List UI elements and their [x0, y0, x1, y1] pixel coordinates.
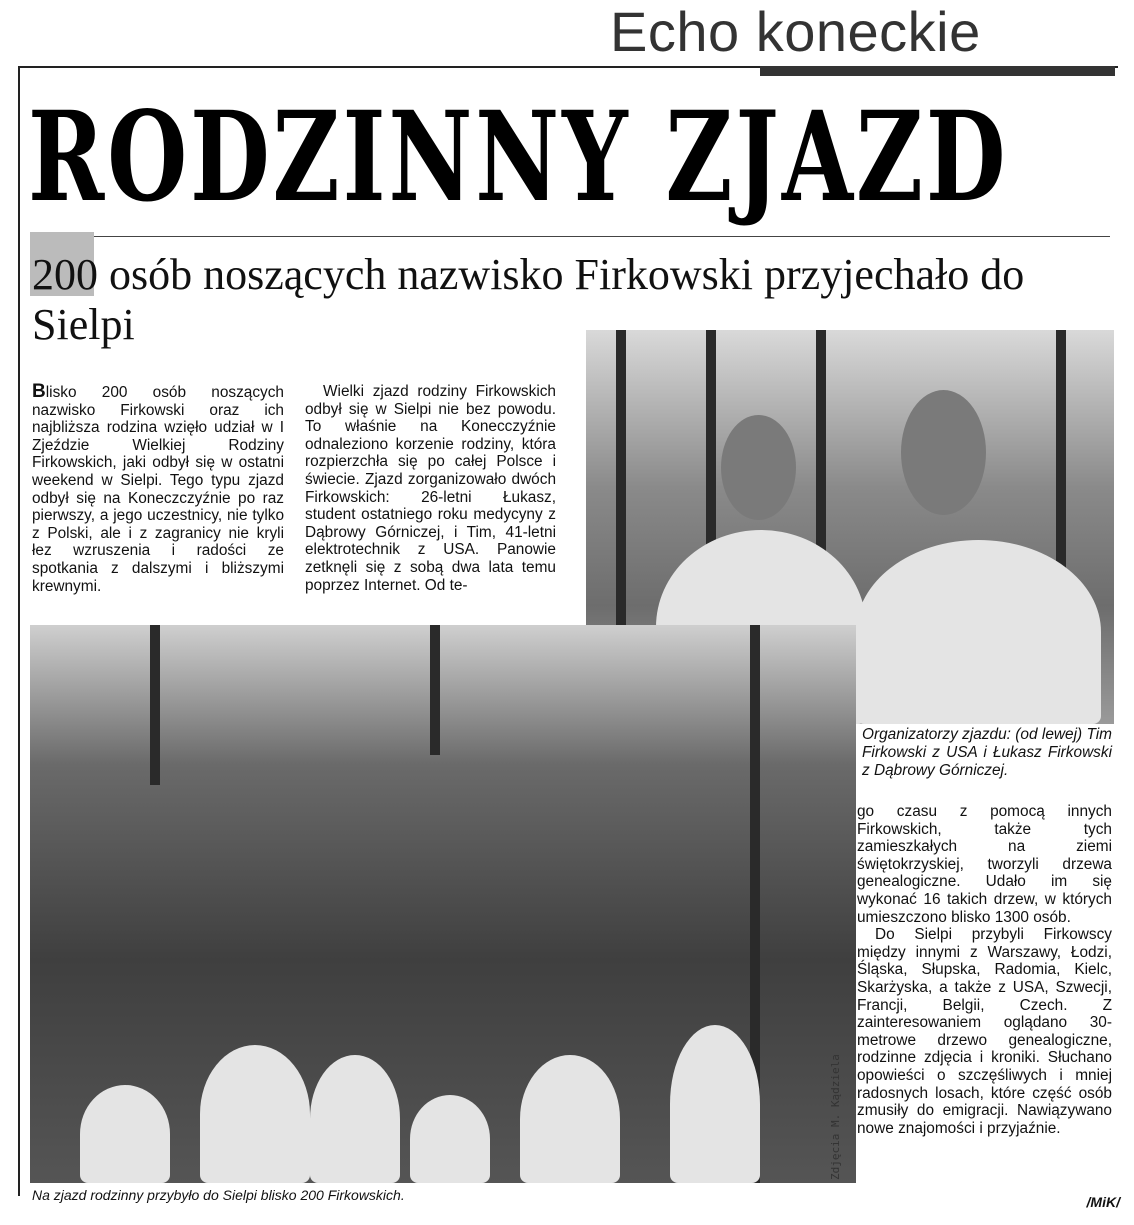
person-lukasz-head — [901, 390, 986, 515]
group-photo — [30, 625, 856, 1183]
group-person — [670, 1025, 760, 1183]
page-frame-left — [18, 66, 20, 1196]
newspaper-masthead: Echo koneckie — [610, 0, 981, 63]
group-person — [80, 1085, 170, 1183]
headline-rule — [40, 236, 1110, 237]
article-author: /MiK/ — [1086, 1194, 1120, 1210]
column-1-paragraph — [32, 383, 284, 595]
group-person — [200, 1045, 310, 1183]
masthead-rule — [760, 66, 1115, 76]
photo-tree — [150, 625, 160, 785]
group-person — [520, 1055, 620, 1183]
article-column-1 — [32, 383, 284, 613]
article-column-3 — [857, 803, 1112, 1183]
column-2-paragraph: Wielki zjazd rodziny Firkowskich odbył się w Sielpi nie bez powodu. To właśnie na Konecczyźnie odnaleziono korzenie rodziny, która rozpierzchła się po całej Polsce i świecie. Zjazd zorganizowało dwóch Firkowskich: 26-letni Łukasz, student ostatniego roku medycyny z Dąbrowy Górniczej, i Tim, 41-letni elektrotechnik z USA. Panowie zetknęli się z sobą dwa lata temu poprzez Internet. Od te- — [305, 383, 556, 594]
column-1-text: lisko 200 osób noszących nazwisko Firkowski oraz ich najbliższa rodzina wzięło udział w I Zjeździe Wielkiej Rodziny Firkowskich, jaki odbył się w ostatni weekend w Sielpi. Tego typu zjazd odbył się na Koneczczyźnie po raz pierwszy, a jego uczestnicy, nie tylko z Polski, ale i z zagranicy nie kryli łez wzruszenia i radości ze spotkania z dalszymi i bliższymi krewnymi. — [32, 384, 284, 595]
article-headline: RODZINNY ZJAZD — [28, 85, 1009, 230]
article-column-2 — [305, 383, 556, 613]
group-person — [310, 1055, 400, 1183]
article-subheadline: 200 osób noszących nazwisko Firkowski przyjechało do Sielpi — [32, 250, 1025, 349]
person-tim-head — [721, 415, 796, 520]
dropcap-letter: B — [32, 381, 46, 402]
person-lukasz — [856, 540, 1101, 724]
column-3-paragraph-2: Do Sielpi przybyli Firkowscy między innymi z Warszawy, Łodzi, Śląska, Słupska, Radomia, Kielc, Skarżyska, a także z USA, Szwecji, Francji, Belgii, Czech. Z zainteresowaniem oglądano 30-metrowe drzewo genealogiczne, rodzinne zdjęcia i kroniki. Słuchano opowieści o szczęśliwych i mniej radosnych losach, które część osób zmusiły do emigracji. Nawiązywano nowe znajomości i przyjaźnie. — [857, 926, 1112, 1137]
photo-credit: Zdjęcia M. Kądziela — [829, 1054, 842, 1180]
column-3-paragraph-1: go czasu z pomocą innych Firkowskich, także tych zamieszkałych na ziemi świętokrzyskiej, tworzyli drzewa genealogiczne. Udało im się wykonać 16 takich drzew, w których umieszczono blisko 1300 osób. — [857, 803, 1112, 926]
photo-tree — [430, 625, 440, 755]
organizers-photo-caption: Organizatorzy zjazdu: (od lewej) Tim Firkowski z USA i Łukasz Firkowski z Dąbrowy Górniczej. — [862, 726, 1112, 779]
group-person — [410, 1095, 490, 1183]
group-photo-caption: Na zjazd rodzinny przybyło do Sielpi blisko 200 Firkowskich. — [32, 1186, 832, 1206]
